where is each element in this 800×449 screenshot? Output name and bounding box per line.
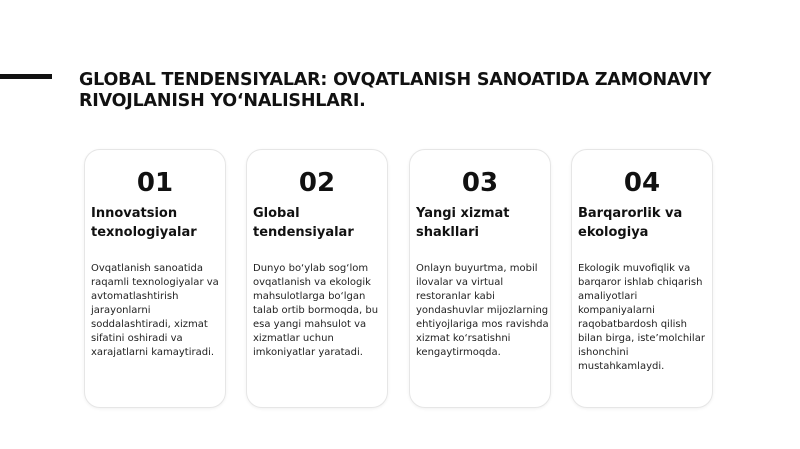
card-body: Ovqatlanish sanoatida raqamli texnologiyalar va avtomatlashtirish jarayonlarni soddalashtiradi, xizmat sifatini oshiradi va xarajatlarni kamaytiradi. xyxy=(91,263,219,358)
card-title: Global tendensiyalar xyxy=(253,206,354,240)
card-number: 04 xyxy=(623,168,661,198)
cards-row xyxy=(84,149,716,410)
card-barqarorlik-va-ekologiya xyxy=(571,149,713,408)
card-title: Barqarorlik va ekologiya xyxy=(578,206,683,240)
card-title: Innovatsion texnologiyalar xyxy=(91,206,197,240)
card-yangi-xizmat-shakllari xyxy=(409,149,551,408)
title-accent-bar xyxy=(0,74,52,79)
card-body: Ekologik muvofiqlik va barqaror ishlab chiqarish amaliyotlari kompaniyalarni raqobatbardosh qilish bilan birga, iste’molchilar ishonchini mustahkamlaydi. xyxy=(578,263,705,372)
slide-title: GLOBAL TENDENSIYALAR: OVQATLANISH SANOATIDA ZAMONAVIY RIVOJLANISH YO‘NALISHLARI. xyxy=(79,70,712,111)
card-number: 03 xyxy=(461,168,499,198)
card-body: Dunyo bo‘ylab sog‘lom ovqatlanish va ekologik mahsulotlarga bo‘lgan talab ortib bormoqda, bu esa yangi mahsulot va xizmatlar uchun imkoniyatlar yaratadi. xyxy=(253,263,379,358)
card-body: Onlayn buyurtma, mobil ilovalar va virtual restoranlar kabi yondashuvlar mijozlarning ehtiyojlariga mos ravishda xizmat ko‘rsatishni kengaytirmoqda. xyxy=(416,263,549,358)
card-number: 02 xyxy=(298,168,336,198)
card-number: 01 xyxy=(136,168,174,198)
card-innovatsion-texnologiyalar xyxy=(84,149,226,408)
card-global-tendensiyalar xyxy=(246,149,388,408)
card-title: Yangi xizmat shakllari xyxy=(416,206,510,240)
